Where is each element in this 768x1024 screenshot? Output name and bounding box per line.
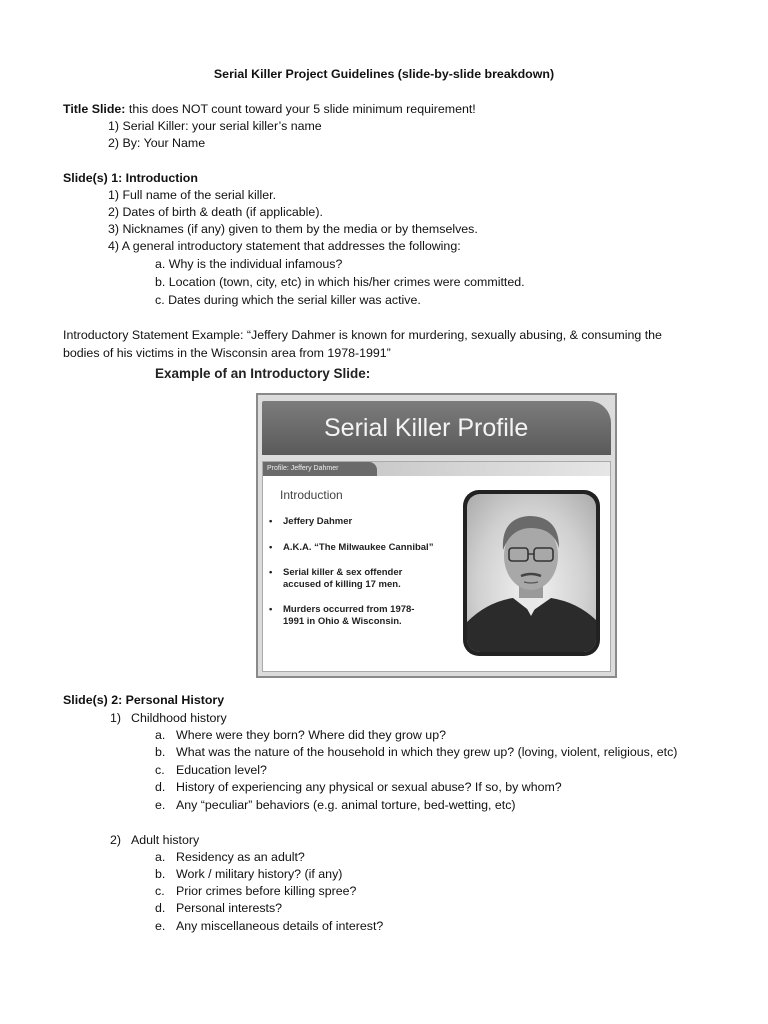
list-item: History of experiencing any physical or sexual abuse? If so, by whom? bbox=[176, 780, 562, 794]
slide-bullet-text: Jeffery Dahmer bbox=[283, 516, 353, 527]
list-letter: e. bbox=[155, 798, 166, 812]
slide1-heading: Slide(s) 1: Introduction bbox=[63, 171, 198, 185]
slide1-item: 3) Nicknames (if any) given to them by the media or by themselves. bbox=[108, 222, 478, 236]
title-slide-line bbox=[63, 101, 476, 117]
list-letter: b. bbox=[155, 745, 166, 759]
example-slide-caption: Example of an Introductory Slide: bbox=[155, 366, 371, 381]
example-statement-line1: Introductory Statement Example: “Jeffery Dahmer is known for murdering, sexually abusing, & consuming the bbox=[63, 328, 662, 342]
list-letter: d. bbox=[155, 901, 166, 915]
list-letter: c. bbox=[155, 884, 165, 898]
list-item: What was the nature of the household in which they grew up? (loving, violent, religious, etc) bbox=[176, 745, 678, 759]
list-letter: a. bbox=[155, 850, 166, 864]
example-statement-line2: bodies of his victims in the Wisconsin area from 1978-1991” bbox=[63, 346, 391, 360]
list-item: Where were they born? Where did they grow up? bbox=[176, 728, 446, 742]
slide-bullet-text: Serial killer & sex offender bbox=[283, 567, 403, 578]
slide-bullet bbox=[269, 542, 433, 554]
slide-tab: Profile: Jeffery Dahmer bbox=[263, 462, 377, 476]
slide1-item: 2) Dates of birth & death (if applicable). bbox=[108, 205, 323, 219]
slide-bullet bbox=[269, 516, 352, 528]
list-letter: c. bbox=[155, 763, 165, 777]
list-letter: b. bbox=[155, 867, 166, 881]
slide-bullet-text: A.K.A. “The Milwaukee Cannibal” bbox=[283, 542, 434, 553]
slide1-subitem: a. Why is the individual infamous? bbox=[155, 257, 343, 271]
portrait-illustration bbox=[467, 494, 596, 652]
group-number: 1) bbox=[110, 711, 122, 725]
group-number: 2) bbox=[110, 833, 122, 847]
example-slide-image bbox=[256, 393, 617, 678]
slide2-heading: Slide(s) 2: Personal History bbox=[63, 693, 225, 707]
bullet-icon: • bbox=[269, 516, 273, 527]
list-item: Prior crimes before killing spree? bbox=[176, 884, 357, 898]
group-label: Childhood history bbox=[131, 711, 227, 725]
page-title: Serial Killer Project Guidelines (slide-by-slide breakdown) bbox=[213, 67, 555, 81]
title-slide-label: Title Slide: bbox=[63, 102, 126, 116]
list-letter: d. bbox=[155, 780, 166, 794]
list-item: Personal interests? bbox=[176, 901, 283, 915]
slide-bullet-text: 1991 in Ohio & Wisconsin. bbox=[283, 616, 402, 627]
title-slide-item: 2) By: Your Name bbox=[108, 136, 206, 150]
slide-header: Serial Killer Profile bbox=[262, 401, 611, 455]
list-letter: e. bbox=[155, 919, 166, 933]
bullet-icon: • bbox=[269, 604, 273, 615]
portrait-frame bbox=[463, 490, 600, 656]
list-item: Education level? bbox=[176, 763, 267, 777]
slide1-subitem: c. Dates during which the serial killer was active. bbox=[155, 293, 421, 307]
slide1-item: 4) A general introductory statement that addresses the following: bbox=[108, 239, 461, 253]
slide1-subitem: b. Location (town, city, etc) in which his/her crimes were committed. bbox=[155, 275, 525, 289]
slide-body bbox=[262, 461, 611, 672]
slide-bullet-text: accused of killing 17 men. bbox=[283, 579, 401, 590]
bullet-icon: • bbox=[269, 542, 273, 553]
slide-bullet bbox=[269, 604, 414, 628]
portrait-photo bbox=[467, 494, 596, 652]
title-slide-text: this does NOT count toward your 5 slide minimum requirement! bbox=[125, 102, 476, 116]
slide-section-title: Introduction bbox=[280, 488, 343, 502]
list-item: Work / military history? (if any) bbox=[176, 867, 343, 881]
bullet-icon: • bbox=[269, 567, 273, 578]
group-label: Adult history bbox=[131, 833, 200, 847]
title-slide-item: 1) Serial Killer: your serial killer’s name bbox=[108, 119, 322, 133]
list-letter: a. bbox=[155, 728, 166, 742]
list-item: Any “peculiar” behaviors (e.g. animal torture, bed-wetting, etc) bbox=[176, 798, 516, 812]
list-item: Any miscellaneous details of interest? bbox=[176, 919, 384, 933]
slide-bullet bbox=[269, 567, 402, 591]
slide1-item: 1) Full name of the serial killer. bbox=[108, 188, 277, 202]
slide-bullet-text: Murders occurred from 1978- bbox=[283, 604, 415, 615]
list-item: Residency as an adult? bbox=[176, 850, 305, 864]
